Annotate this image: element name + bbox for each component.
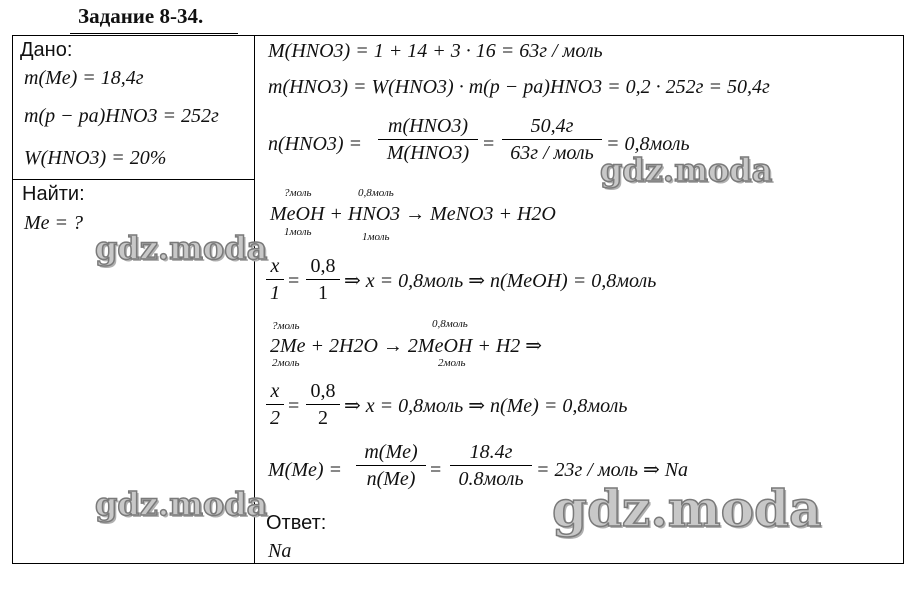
moles-hno3-fraction-2 — [502, 116, 602, 163]
answer-label: Ответ: — [266, 512, 327, 534]
fraction-numerator: 50,4г — [530, 115, 574, 137]
reaction1-equation: MeOH + HNO3 → MeNO3 + H2O — [270, 203, 556, 225]
fraction-denominator: M(HNO3) — [386, 142, 470, 164]
proportion1-result: ⇒ x = 0,8моль ⇒ n(MeOH) = 0,8моль — [344, 270, 657, 292]
reaction1-above-hno3: 0,8моль — [358, 187, 394, 199]
molar-mass-metal-lhs: M(Me) = — [268, 459, 343, 481]
fraction-bar — [356, 465, 426, 466]
molar-mass-fraction-1 — [356, 442, 426, 489]
watermark-logo: gdz.moda — [95, 229, 268, 267]
molar-mass-result: = 23г / моль ⇒ Na — [536, 459, 689, 481]
fraction-numerator: 0,8 — [310, 255, 336, 277]
fraction-denominator: 0.8моль — [458, 468, 524, 490]
reaction1-above-meoh: ?моль — [284, 187, 312, 199]
reaction2-below-me: 2моль — [272, 357, 300, 369]
moles-hno3-lhs: n(HNO3) = — [268, 133, 363, 155]
fraction-bar — [306, 404, 340, 405]
proportion2-result: ⇒ x = 0,8моль ⇒ n(Me) = 0,8моль — [344, 395, 628, 417]
fraction-numerator: 0,8 — [310, 380, 336, 402]
reaction2-above-meoh: 0,8моль — [432, 318, 468, 330]
task-title: Задание 8-34. — [78, 4, 204, 28]
given-mass-fraction: W(HNO3) = 20% — [24, 147, 167, 169]
equals-sign: = — [483, 133, 495, 155]
watermark-logo: gdz.moda — [95, 485, 268, 523]
reaction1-below-hno3: 1моль — [362, 231, 390, 243]
fraction-bar — [266, 404, 284, 405]
equals-sign: = — [430, 459, 442, 481]
equals-sign: = — [288, 270, 300, 292]
moles-hno3-result: = 0,8моль — [606, 133, 690, 155]
reaction2-below-meoh: 2моль — [438, 357, 466, 369]
reaction2-above-me: ?моль — [272, 320, 300, 332]
find-unknown: Me = ? — [24, 212, 84, 234]
given-mass-solution: m(p − pa)HNO3 = 252г — [24, 105, 219, 127]
fraction-denominator: 2 — [270, 407, 280, 429]
given-header: Дано: — [20, 39, 73, 61]
answer-value: Na — [268, 540, 292, 562]
proportion2-fraction-x — [266, 381, 284, 428]
fraction-numerator: 18.4г — [469, 441, 513, 463]
fraction-denominator: 2 — [318, 407, 328, 429]
mass-hno3: m(HNO3) = W(HNO3) · m(p − pa)HNO3 = 0,2 · 252г = 50,4г — [268, 76, 770, 98]
title-underline — [70, 33, 238, 34]
equals-sign: = — [288, 395, 300, 417]
given-mass-metal: m(Me) = 18,4г — [24, 67, 144, 89]
fraction-bar — [266, 279, 284, 280]
fraction-bar — [450, 465, 532, 466]
moles-hno3-fraction-1 — [378, 116, 478, 163]
find-header: Найти: — [22, 183, 85, 205]
watermark-logo: gdz.moda — [552, 479, 822, 538]
fraction-bar — [306, 279, 340, 280]
fraction-bar — [378, 139, 478, 140]
fraction-denominator: n(Me) — [366, 468, 416, 490]
fraction-numerator: m(Me) — [364, 441, 418, 463]
fraction-denominator: 63г / моль — [510, 142, 594, 164]
proportion1-fraction-x — [266, 256, 284, 303]
fraction-numerator: x — [270, 380, 280, 402]
molar-mass-hno3: M(HNO3) = 1 + 14 + 3 · 16 = 63г / моль — [268, 40, 603, 62]
proportion2-fraction-value — [306, 381, 340, 428]
molar-mass-fraction-2 — [450, 442, 532, 489]
fraction-denominator: 1 — [270, 282, 280, 304]
watermark-logo: gdz.moda — [600, 151, 773, 189]
given-find-divider — [12, 179, 254, 180]
fraction-numerator: m(HNO3) — [388, 115, 468, 137]
reaction1-below-meoh: 1моль — [284, 226, 312, 238]
reaction2-equation: 2Me + 2H2O → 2MeOH + H2 ⇒ — [270, 335, 543, 357]
proportion1-fraction-value — [306, 256, 340, 303]
fraction-numerator: x — [270, 255, 280, 277]
fraction-denominator: 1 — [318, 282, 328, 304]
fraction-bar — [502, 139, 602, 140]
